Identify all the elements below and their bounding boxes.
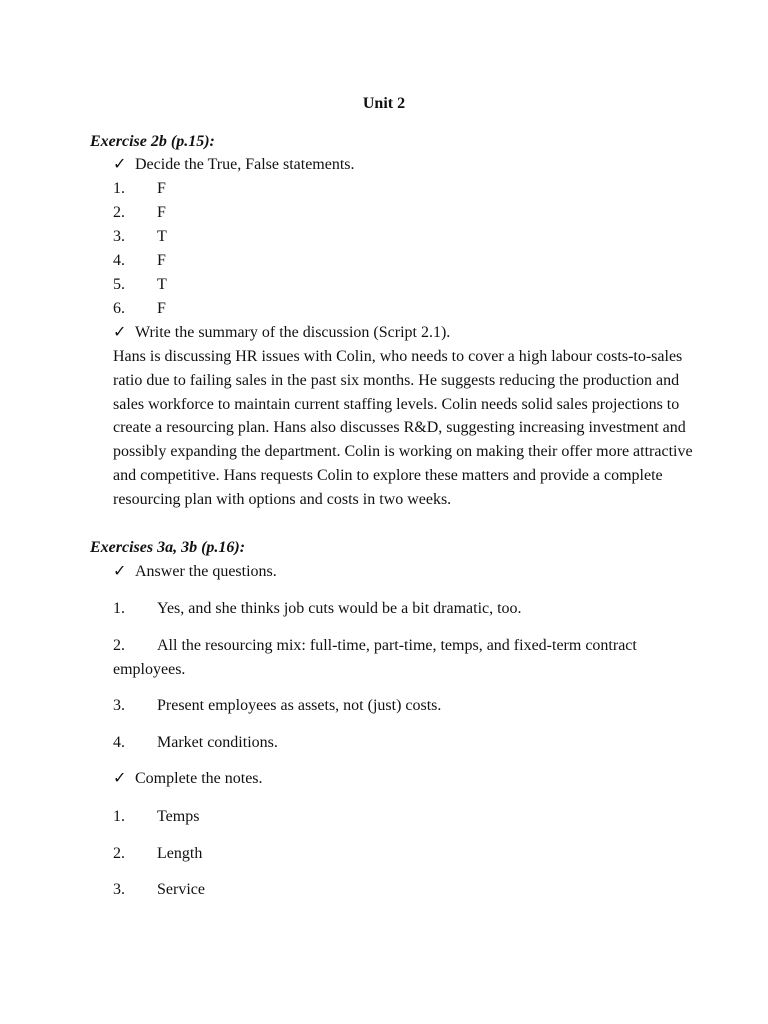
answer-item — [113, 733, 278, 753]
answer-item — [113, 696, 441, 716]
list-item — [113, 299, 166, 319]
item-number: 1. — [113, 808, 125, 825]
task-label: Complete the notes. — [135, 770, 263, 787]
task-label: Answer the questions. — [135, 563, 277, 580]
check-icon: ✓ — [113, 156, 127, 173]
item-text: Yes, and she thinks job cuts would be a bit dramatic, too. — [157, 600, 522, 617]
item-value: F — [157, 180, 166, 197]
note-item — [113, 807, 199, 827]
note-item — [113, 880, 205, 900]
task-label: Decide the True, False statements. — [135, 156, 355, 173]
list-item — [113, 227, 167, 247]
item-value: F — [157, 300, 166, 317]
item-text: All the resourcing mix: full-time, part-time, temps, and fixed-term contract employees. — [113, 637, 637, 678]
list-item — [113, 179, 166, 199]
item-text: Temps — [157, 808, 200, 825]
item-value: T — [157, 276, 167, 293]
exercise-2b-task1 — [113, 155, 355, 175]
item-number: 1. — [113, 600, 125, 617]
item-number: 3. — [113, 881, 125, 898]
item-number: 2. — [113, 637, 125, 654]
check-icon: ✓ — [113, 324, 127, 341]
list-item — [113, 203, 166, 223]
item-value: T — [157, 228, 167, 245]
exercise-3-heading: Exercises 3a, 3b (p.16): — [90, 539, 246, 556]
item-number: 3. — [113, 697, 125, 714]
exercise-3-task1 — [113, 562, 277, 582]
answer-item — [113, 599, 522, 619]
answer-item — [113, 634, 653, 682]
item-text: Service — [157, 881, 205, 898]
item-number: 1. — [113, 180, 125, 197]
item-number: 3. — [113, 228, 125, 245]
exercise-3-task2 — [113, 769, 263, 789]
item-number: 2. — [113, 845, 125, 862]
item-text: Length — [157, 845, 203, 862]
exercise-2b-task2 — [113, 323, 450, 343]
page-title: Unit 2 — [362, 95, 406, 112]
note-item — [113, 844, 202, 864]
item-text: Market conditions. — [157, 734, 278, 751]
item-number: 4. — [113, 734, 125, 751]
item-number: 4. — [113, 252, 125, 269]
check-icon: ✓ — [113, 770, 127, 787]
summary-paragraph: Hans is discussing HR issues with Colin, who needs to cover a high labour costs-to-sales ratio due to failing sales in the past six months. He suggests reducing the production and sales workforce to maintain current staffing levels. Colin needs solid sales projections to create a resourcing plan. Hans also discusses R&D, suggesting increasing investment and possibly expanding the department. Colin is working on making their offer more attractive and competitive. Hans requests Colin to explore these matters and provide a complete resourcing plan with options and costs in two weeks. — [113, 348, 693, 508]
list-item — [113, 251, 166, 271]
item-number: 6. — [113, 300, 125, 317]
item-text: Present employees as assets, not (just) costs. — [157, 697, 442, 714]
item-number: 5. — [113, 276, 125, 293]
item-number: 2. — [113, 204, 125, 221]
task-label: Write the summary of the discussion (Script 2.1). — [135, 324, 451, 341]
item-value: F — [157, 252, 166, 269]
check-icon: ✓ — [113, 563, 127, 580]
list-item — [113, 275, 167, 295]
exercise-2b-heading: Exercise 2b (p.15): — [90, 133, 215, 150]
item-value: F — [157, 204, 166, 221]
